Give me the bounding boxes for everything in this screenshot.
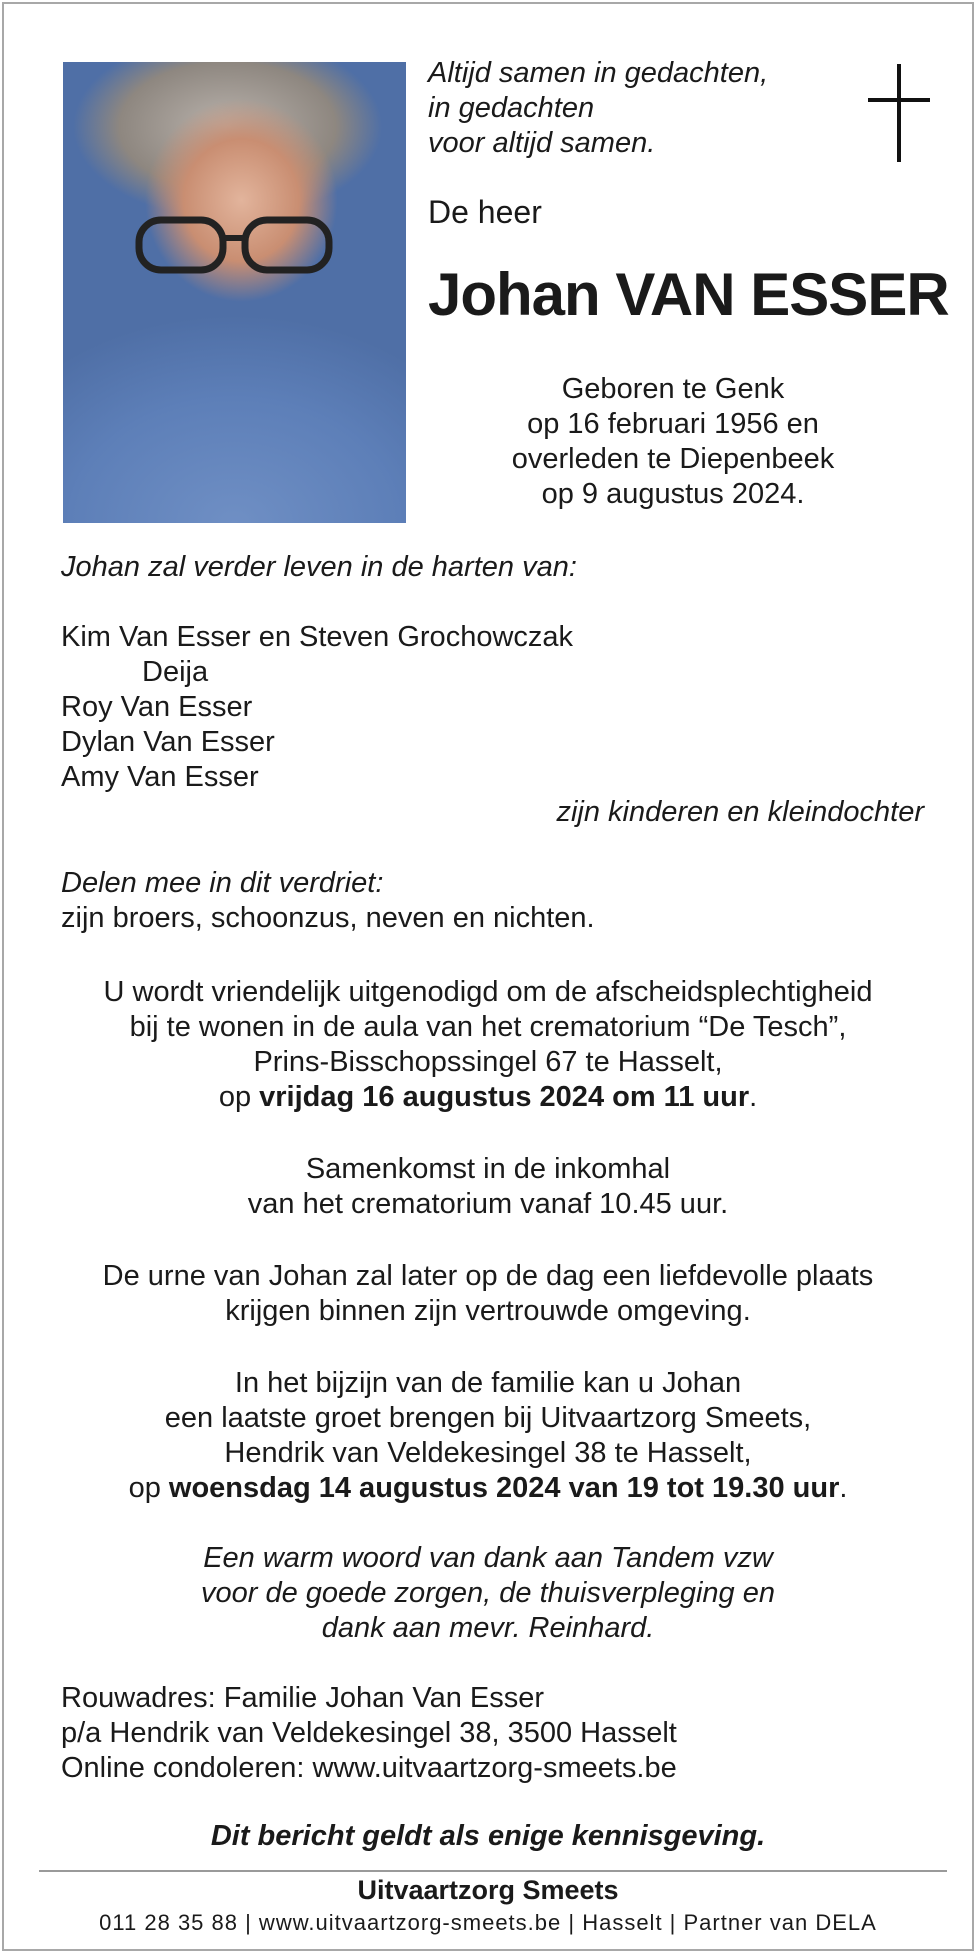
visit-prefix: op [128, 1472, 169, 1504]
share-text: zijn broers, schoonzus, neven en nichten. [61, 902, 595, 934]
family-caption: zijn kinderen en kleindochter [556, 796, 924, 828]
ceremony-prefix: op [218, 1081, 260, 1113]
deceased-name: Johan VAN ESSER [428, 261, 949, 328]
poem-line: Altijd samen in gedachten, [428, 57, 769, 89]
birth-death-line: overleden te Diepenbeek [511, 443, 835, 475]
visit-date: woensdag 14 augustus 2024 van 19 tot 19.30 uur [168, 1472, 840, 1504]
ceremony-line: U wordt vriendelijk uitgenodigd om de afscheidsplechtigheid [103, 976, 873, 1008]
visit-line: In het bijzijn van de familie kan u Johan [234, 1367, 742, 1399]
urn-line: krijgen binnen zijn vertrouwde omgeving. [225, 1295, 751, 1327]
family-member: Roy Van Esser [61, 691, 253, 723]
footer-company-name: Uitvaartzorg Smeets [357, 1875, 619, 1905]
gathering-line: van het crematorium vanaf 10.45 uur. [247, 1188, 729, 1220]
address-line: Rouwadres: Familie Johan Van Esser [61, 1682, 545, 1714]
share-intro: Delen mee in dit verdriet: [61, 867, 384, 899]
cross-icon [864, 62, 934, 164]
condolence-link[interactable]: Online condoleren: www.uitvaartzorg-smeets.be [61, 1752, 677, 1784]
divider [39, 1870, 947, 1872]
thanks-line: Een warm woord van dank aan Tandem vzw [203, 1542, 773, 1574]
obituary-card [2, 2, 974, 1951]
visit-line: Hendrik van Veldekesingel 38 te Hasselt, [224, 1437, 752, 1469]
gathering-line: Samenkomst in de inkomhal [305, 1153, 671, 1185]
ceremony-line: bij te wonen in de aula van het crematorium “De Tesch”, [129, 1011, 847, 1043]
family-member: Dylan Van Esser [61, 726, 275, 758]
ceremony-suffix: . [749, 1081, 758, 1113]
glasses-illustration [135, 212, 335, 276]
urn-line: De urne van Johan zal later op de dag een liefdevolle plaats [102, 1260, 874, 1292]
birth-death-line: op 9 augustus 2024. [541, 478, 805, 510]
ceremony-date: vrijdag 16 augustus 2024 om 11 uur [259, 1081, 750, 1113]
address-line: p/a Hendrik van Veldekesingel 38, 3500 Hasselt [61, 1717, 677, 1749]
birth-death-line: op 16 februari 1956 en [527, 408, 819, 440]
family-member: Deija [142, 656, 209, 688]
footer-contact-info: 011 28 35 88 | www.uitvaartzorg-smeets.be | Hasselt | Partner van DELA [99, 1910, 877, 1935]
visit-line: een laatste groet brengen bij Uitvaartzorg Smeets, [164, 1402, 812, 1434]
thanks-line: voor de goede zorgen, de thuisverpleging en [201, 1577, 775, 1609]
family-intro: Johan zal verder leven in de harten van: [61, 551, 577, 583]
family-member: Kim Van Esser en Steven Grochowczak [61, 621, 574, 653]
title-prefix: De heer [428, 194, 542, 230]
family-member: Amy Van Esser [61, 761, 259, 793]
poem-line: voor altijd samen. [428, 127, 656, 159]
thanks-line: dank aan mevr. Reinhard. [321, 1612, 655, 1644]
poem-line: in gedachten [428, 92, 595, 124]
ceremony-line: Prins-Bisschopssingel 67 te Hasselt, [253, 1046, 723, 1078]
notice: Dit bericht geldt als enige kennisgeving. [210, 1820, 766, 1852]
ceremony-date-line [4, 1080, 972, 1115]
visit-suffix: . [839, 1472, 848, 1504]
birth-death-line: Geboren te Genk [561, 373, 785, 405]
portrait-photo [63, 62, 406, 523]
visit-date-line [4, 1471, 972, 1506]
